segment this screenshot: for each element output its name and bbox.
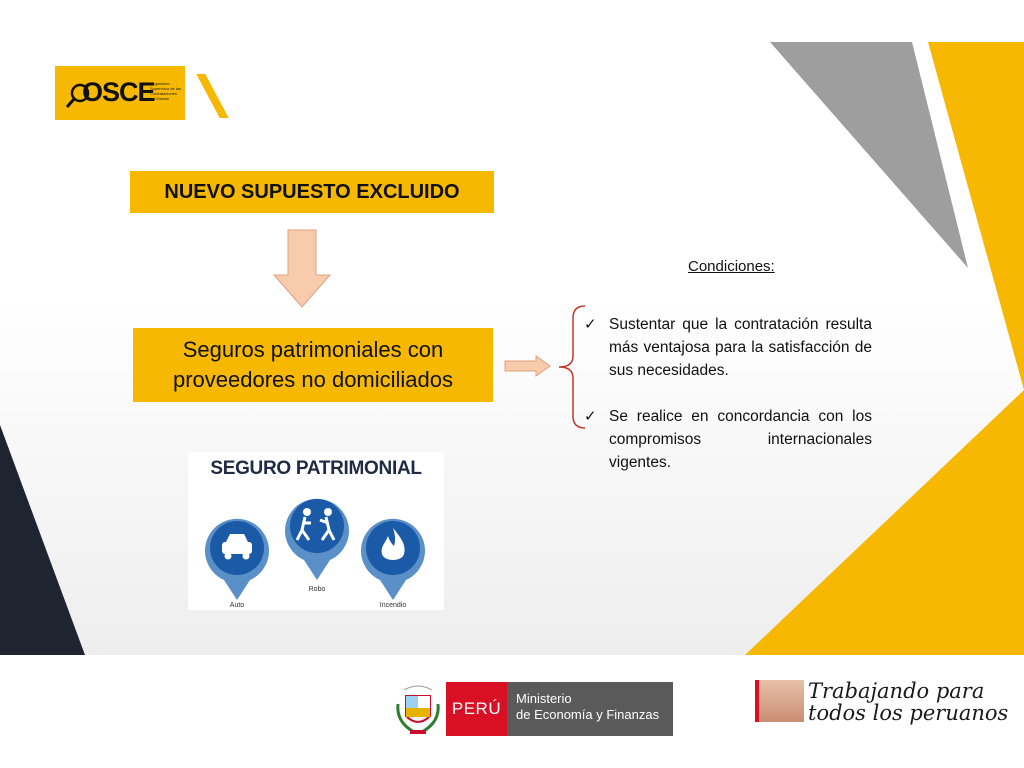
main-concept-line-1: Seguros patrimoniales con: [182, 337, 444, 362]
fire-icon: [358, 512, 428, 602]
right-arrow-icon: [504, 355, 552, 377]
icon-label-incendio: Incendio: [379, 602, 407, 609]
dark-corner-shape: [0, 425, 85, 655]
tagline-line-1: Trabajando para: [808, 679, 985, 703]
campaign-tagline: [808, 680, 1008, 724]
car-icon: [202, 512, 272, 602]
thief-icon: [282, 490, 352, 582]
logo-tagline: Organismo Supervisor de las Contrataciones del Estado: [150, 81, 181, 101]
ministry-logo: [507, 682, 673, 736]
peru-coat-of-arms-icon: [394, 682, 442, 738]
down-arrow-icon: [273, 229, 331, 309]
ministry-line-2: de Economía y Finanzas: [516, 707, 660, 722]
osce-logo: [55, 66, 185, 120]
conditions-list: [584, 313, 872, 497]
main-concept-box: [133, 328, 493, 402]
checkmark-icon: ✓: [584, 316, 597, 333]
condition-text: Sustentar que la contratación resulta más ventajosa para la satisfacción de sus necesidades.: [609, 316, 872, 379]
conditions-title: Condiciones:: [688, 258, 775, 275]
ministry-line-1: Ministerio: [516, 691, 572, 706]
condition-item: [584, 405, 872, 474]
peru-badge: PERÚ: [446, 682, 507, 736]
logo-text: OSCE: [82, 77, 155, 107]
icon-label-auto: Auto: [229, 602, 245, 609]
tagline-line-2: todos los peruanos: [808, 701, 1009, 725]
checkmark-icon: ✓: [584, 408, 597, 425]
seguro-patrimonial-image: [188, 452, 444, 610]
main-concept-line-2: proveedores no domiciliados: [172, 367, 454, 392]
condition-text: Se realice en concordancia con los compromisos internacionales vigentes.: [609, 408, 872, 471]
child-photo: [755, 680, 804, 722]
image-title: SEGURO PATRIMONIAL: [210, 458, 422, 479]
icon-label-robo: Robo: [308, 586, 326, 593]
condition-item: [584, 313, 872, 382]
slide-title: NUEVO SUPUESTO EXCLUIDO: [130, 171, 494, 213]
